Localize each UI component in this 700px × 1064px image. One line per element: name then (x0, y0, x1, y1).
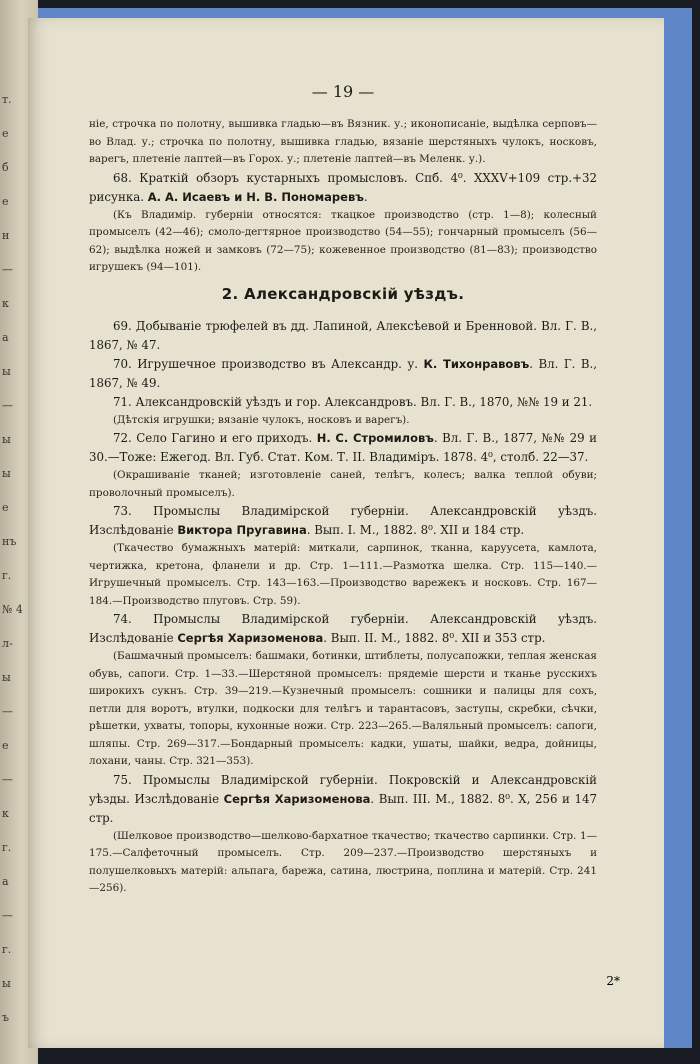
facing-page-fragment: ы (2, 977, 11, 990)
facing-page-fragment: — (2, 705, 13, 718)
facing-page-fragment: ы (2, 365, 11, 378)
entry-75-note: (Шелковое производство—шелково-бархатное ткачество; ткачество сарпинки. Стр. 1—175.—Салфеточный промыселъ. Стр. 209—237.—Производство шерстяныхъ и полушелковыхъ матерій: альпага, барежа, сатина, люстрина, поплина и матерій. Стр. 241—256). (89, 829, 597, 894)
entry-72-note: (Окрашиваніе тканей; изготовленіе саней, телѣгъ, колесъ; валка теплой обуви; проволочный промыселъ). (89, 469, 597, 499)
facing-page-fragment: ы (2, 467, 11, 480)
entry-73-note: (Ткачество бумажныхъ матерій: миткали, сарпинок, тканна, каруусета, камлота, чертижка, кретона, фланели и др. Стр. 1—111.—Размотка шелка. Стр. 115—140.—Игрушечный промыселъ. Стр. 143—163.—Производство варежекъ и носковъ. Стр. 167—184.—Производство плуговъ. Стр. 59). (89, 542, 597, 607)
facing-page-fragment: нъ (2, 535, 17, 548)
facing-page-fragment: к (2, 297, 9, 310)
entry-71-note: (Дѣтскія игрушки; вязаніе чулокъ, носковъ и варегъ). (113, 413, 410, 426)
entry-75: 75. Промыслы Владимірской губерніи. Покровскій и Александровскій уѣзды. Изслѣдованіе Сергѣя Харизоменова. Вып. III. М., 1882. 8⁰. X, 256 и 147 стр. (89, 772, 598, 825)
facing-page-fragment: — (2, 399, 13, 412)
signature-mark: 2* (606, 974, 620, 988)
facing-page-fragment: е (2, 195, 9, 208)
facing-page-fragment: г. (2, 841, 12, 854)
facing-page-fragment: а (2, 331, 9, 344)
facing-page-fragment: № 4 (2, 603, 23, 616)
entry-72-author: Н. С. Стромиловъ (316, 431, 434, 445)
entry-69: 69. Добываніе трюфелей въ дд. Лапиной, Алексѣевой и Бренновой. Вл. Г. В., 1867, № 47. (89, 318, 597, 352)
entry-70: 70. Игрушечное производство въ Александр. у. К. Тихонравовъ. Вл. Г. В., 1867, № 49. (89, 356, 597, 390)
facing-page-fragment: г. (2, 569, 12, 582)
entry-74: 74. Промыслы Владимірской губерніи. Александровскій уѣздъ. Изслѣдованіе Сергѣя Харизоменова. Вып. II. М., 1882. 8⁰. XII и 353 стр. (89, 612, 597, 645)
facing-page-fragment: ы (2, 671, 11, 684)
facing-page-fragment: е (2, 127, 9, 140)
facing-page-fragment: л- (2, 637, 13, 650)
entry-68-note: (Къ Владимір. губерніи относятся: ткацкое производство (стр. 1—8); колесный промыселъ (42—46); смоло-дегтярное производство (54—55); гончарный промыселъ (56—62); выдѣлка ножей и замковъ (72—75); кожевенное производство (81—83); производство игрушекъ (94—101). (89, 208, 597, 273)
book-page (28, 18, 664, 1048)
entry-74-note: (Башмачный промыселъ: башмаки, ботинки, штиблеты, полусапожки, теплая женская обувь, сапоги. Стр. 1—33.—Шерстяной промыселъ: прядеміе шерсти и тканье русскихъ широкихъ сукнъ. Стр. 39—219.—Кузнечный промыселъ: сошники и палицы для сохъ, петли для воротъ, втулки, подкоски для телѣгъ и тарантасовъ, заступы, скребки, сѣчки, рѣшетки, ухваты, топоры, кухонные ножи. Стр. 223—265.—Валяльный промыселъ: сапоги, шляпы. Стр. 269—317.—Бондарный промыселъ: кадки, ушаты, шайки, ведра, дойницы, лохани, чаны. Стр. 321—353). (89, 650, 597, 767)
facing-page-fragment: н (2, 229, 10, 242)
continuation-note: ніе, строчка по полотну, вышивка гладью—въ Вязник. у.; иконописаніе, выдѣлка серповъ—во Влад. у.; строчка по полотну, вышивка гладью, вязаніе шерстяныхъ чулокъ, носковъ, варегъ, плетеніе лаптей—въ Горох. у.; плетеніе лаптей—въ Меленк. у.). (89, 118, 597, 165)
section-heading: 2. Александровскій уѣздъ. (221, 284, 465, 303)
entry-70-author: К. Тихонравовъ (423, 356, 530, 371)
entry-68: 68. Краткій обзоръ кустарныхъ промысловъ. Спб. 4⁰. XXXV+109 стр.+32 рисунка. А. А. Исаевъ и Н. В. Пономаревъ. (89, 170, 597, 204)
facing-page-fragment: г. (2, 943, 12, 956)
entry-71: 71. Александровскій уѣздъ и гор. Александровъ. Вл. Г. В., 1870, №№ 19 и 21. (113, 394, 593, 409)
facing-page-fragment: е (2, 501, 9, 514)
facing-page-fragment: — (2, 909, 13, 922)
facing-page-fragment: е (2, 739, 9, 752)
facing-page-fragment: а (2, 875, 9, 888)
entry-73-author: Виктора Пругавина (177, 523, 307, 537)
page-number: — 19 — (311, 82, 375, 101)
facing-page-fragment: к (2, 807, 9, 820)
entry-68-authors: А. А. Исаевъ и Н. В. Пономаревъ (147, 189, 364, 204)
facing-page-fragment: ъ (2, 1011, 9, 1024)
facing-page-fragment: т. (2, 93, 12, 106)
entry-72: 72. Село Гагино и его приходъ. Н. С. Стромиловъ. Вл. Г. В., 1877, №№ 29 и 30.—Тоже: Ежегод. Вл. Губ. Стат. Ком. Т. II. Владиміръ. 1878. 4⁰, столб. 22—37. (89, 431, 597, 464)
entry-75-author: Сергѣя Харизоменова (223, 791, 371, 806)
facing-page-fragment: — (2, 773, 13, 786)
page-content (89, 82, 598, 898)
facing-page-fragment: ы (2, 433, 11, 446)
facing-page-fragment: — (2, 263, 13, 276)
entry-74-author: Сергѣя Харизоменова (177, 631, 324, 645)
entry-73: 73. Промыслы Владимірской губерніи. Александровскій уѣздъ. Изслѣдованіе Виктора Пругавина. Вып. I. М., 1882. 8⁰. XII и 184 стр. (89, 504, 597, 537)
facing-page-fragment: б (2, 161, 9, 174)
